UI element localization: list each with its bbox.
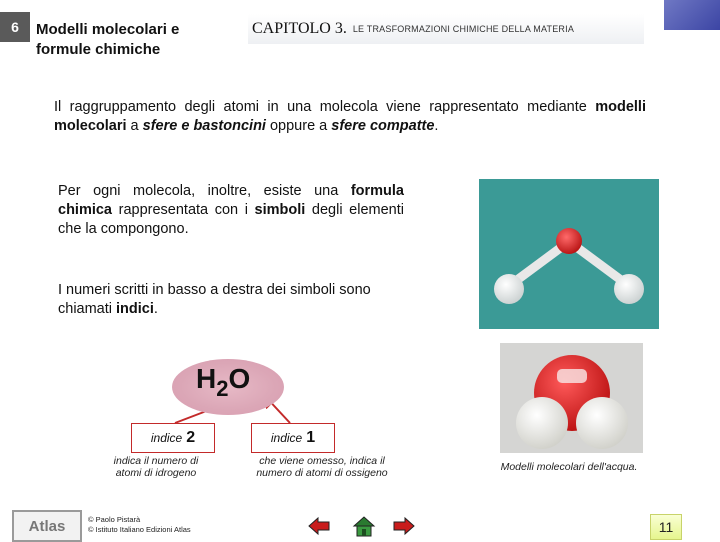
text: rappresentata con i (112, 202, 255, 218)
section-title: Modelli molecolari e formule chimiche (36, 21, 180, 58)
text: . (434, 118, 439, 134)
text: Per ogni molecola, inoltre, esiste una (58, 183, 351, 199)
text: a (126, 118, 143, 134)
copyright (88, 515, 191, 535)
space-filling-model-image (500, 343, 643, 453)
bold-italic-term: sfere compatte (331, 118, 435, 134)
formula-subscript: 2 (216, 376, 229, 401)
bold-term: indici (116, 301, 154, 317)
index-2-description: indica il numero di atomi di idrogeno (113, 455, 199, 479)
arrow-left-icon[interactable] (307, 514, 331, 538)
index-box-2 (131, 423, 215, 453)
text: I numeri scritti in basso a destra dei simboli sono chiamati (58, 282, 371, 317)
section-number-badge: 6 (0, 12, 30, 42)
copyright-publisher: © Istituto Italiano Edizioni Atlas (88, 525, 191, 534)
index-number: 1 (306, 429, 316, 446)
index-label: indice (150, 431, 183, 445)
figure-caption: Modelli molecolari dell'acqua. (500, 461, 638, 473)
atlas-logo: Atlas (12, 510, 82, 542)
arrow-right-icon[interactable] (392, 514, 416, 538)
index-1-description: che viene omesso, indica il numero di atomi di ossigeno (256, 455, 388, 479)
bold-term: simboli (254, 202, 306, 218)
bold-italic-term: sfere e bastoncini (142, 118, 266, 134)
index-label: indice (270, 431, 303, 445)
text: degli elementi che la compongono. (58, 202, 404, 237)
text: . (153, 301, 158, 317)
text: Il raggruppamento degli atomi in una molecola viene rappresentato mediante (54, 99, 596, 115)
bold-term: modelli molecolari (54, 99, 646, 134)
chapter-title: CAPITOLO 3. (252, 20, 347, 37)
copyright-author: © Paolo Pistarà (88, 515, 141, 524)
formula-o: O (228, 363, 251, 394)
home-icon[interactable] (352, 514, 376, 538)
index-number: 2 (186, 429, 196, 446)
text: oppure a (265, 118, 332, 134)
index-box-1 (251, 423, 335, 453)
formula-h: H (196, 363, 217, 394)
page-number: 11 (650, 514, 682, 540)
bold-term: formula chimica (58, 183, 404, 218)
ball-and-stick-model-image (479, 179, 659, 329)
water-formula (196, 363, 251, 401)
chapter-subtitle: LE TRASFORMAZIONI CHIMICHE DELLA MATERIA (352, 24, 575, 34)
